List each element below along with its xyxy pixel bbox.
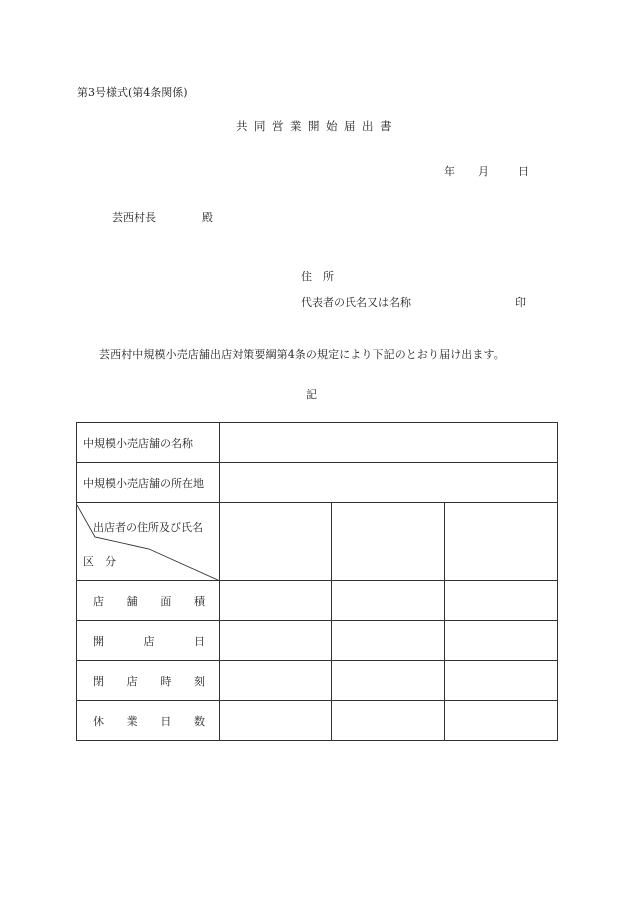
applicant-field-3[interactable]: [445, 503, 558, 581]
table-row: [77, 581, 558, 621]
addressee-honorific: 殿: [202, 211, 213, 224]
seal-mark: 印: [515, 296, 526, 309]
opening-date-field-3[interactable]: [445, 621, 558, 661]
header-category-label: 区 分: [83, 555, 116, 568]
table-row: [77, 701, 558, 741]
opening-date-field-2[interactable]: [332, 621, 445, 661]
diagonal-divider: [77, 503, 220, 581]
table-row: [77, 621, 558, 661]
floor-area-field-1[interactable]: [220, 581, 332, 621]
opening-date-field-1[interactable]: [220, 621, 332, 661]
holidays-field-1[interactable]: [220, 701, 332, 741]
form-number: 第3号様式(第4条関係): [77, 86, 188, 99]
row-label-closing-time: 閉店時刻: [77, 661, 220, 701]
row-label-floor-area: 店舗面積: [77, 581, 220, 621]
diagonal-header-cell: [77, 503, 220, 581]
store-name-field[interactable]: [220, 423, 558, 463]
row-label-opening-date: 開店日: [77, 621, 220, 661]
store-location-field[interactable]: [220, 463, 558, 503]
addressee: [112, 209, 213, 225]
closing-time-field-2[interactable]: [332, 661, 445, 701]
store-location-label: 中規模小売店舗の所在地: [77, 463, 220, 503]
table-row: [77, 423, 558, 463]
address-label: 住 所: [301, 270, 334, 283]
application-table: [76, 422, 558, 741]
store-name-label: 中規模小売店舗の名称: [77, 423, 220, 463]
floor-area-field-2[interactable]: [332, 581, 445, 621]
closing-time-field-3[interactable]: [445, 661, 558, 701]
applicant-field-2[interactable]: [332, 503, 445, 581]
body-text: 芸西村中規模小売店舗出店対策要綱第4条の規定により下記のとおり届け出ます。: [99, 348, 505, 361]
table-row: [77, 463, 558, 503]
date-year: 年: [444, 165, 455, 178]
table-row: [77, 503, 558, 581]
table-row: [77, 661, 558, 701]
closing-time-field-1[interactable]: [220, 661, 332, 701]
date-day: 日: [518, 165, 529, 178]
floor-area-field-3[interactable]: [445, 581, 558, 621]
date-month: 月: [478, 165, 489, 178]
document-title: 共同営業開始届出書: [236, 119, 398, 133]
ki-heading: 記: [306, 388, 317, 401]
holidays-field-3[interactable]: [445, 701, 558, 741]
header-applicant-label: 出店者の住所及び氏名: [93, 521, 203, 534]
date-line: [444, 163, 529, 179]
addressee-name: 芸西村長: [112, 211, 156, 224]
applicant-field-1[interactable]: [220, 503, 332, 581]
row-label-holidays: 休業日数: [77, 701, 220, 741]
holidays-field-2[interactable]: [332, 701, 445, 741]
representative-label: 代表者の氏名又は名称: [301, 296, 411, 309]
